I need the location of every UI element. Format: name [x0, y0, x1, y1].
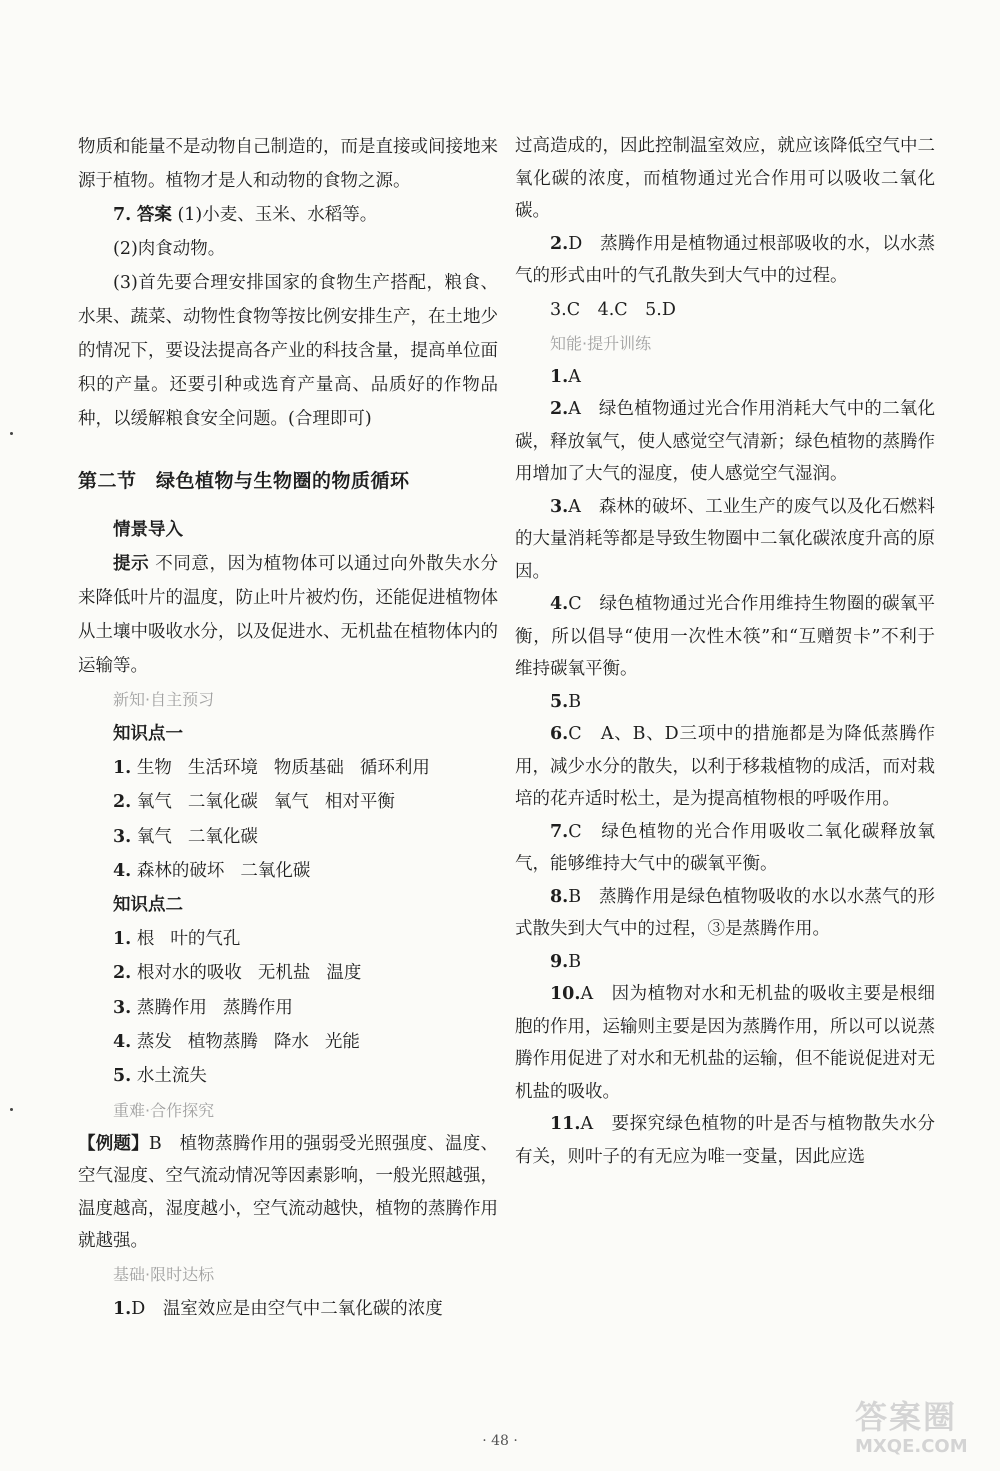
ability-answer-choice: A [568, 399, 581, 419]
ability-answer-number: 6. [550, 724, 569, 744]
ability-answer [515, 946, 935, 979]
knowledge-point-1-list [78, 751, 498, 888]
margin-mark [10, 432, 13, 435]
ability-answer-text: 绿色植物的光合作用吸收二氧化碳释放氧气，能够维持大气中的碳氧平衡。 [515, 821, 936, 874]
ability-answer-text: 蒸腾作用是绿色植物吸收的水以水蒸气的形式散失到大气中的过程，③是蒸腾作用。 [515, 886, 936, 939]
ability-answer-number: 2. [550, 399, 569, 419]
intro-paragraph: 物质和能量不是动物自己制造的，而是直接或间接地来源于植物。植物才是人和动物的食物之源。 [78, 137, 498, 191]
difficult-heading: 重难·合作探究 [113, 1100, 215, 1120]
knowledge-point-2-heading: 知识点二 [113, 895, 183, 916]
basic-answer-2 [515, 228, 935, 293]
ability-answer-choice: C [568, 594, 582, 614]
knowledge-point-number: 3. [113, 826, 132, 847]
watermark-logo [855, 1392, 995, 1470]
ability-answer-choice: A [568, 496, 581, 517]
basic-answers-3-5: 3.C 4.C 5.D [550, 299, 676, 320]
ability-answer-number: 8. [550, 886, 569, 907]
knowledge-point-term: 氧气 [273, 792, 309, 813]
knowledge-point-term: 蒸发 [136, 1032, 172, 1053]
answer-7-part3: (3)首先要合理安排国家的食物生产搭配，粮食、水果、蔬菜、动物性食物等按比例安排生产，在土地少的情况下，要设法提高各产业的科技含量，提高单位面积的产量。还要引种或选育产量高、品质好的作物品种，以缓解粮食安全问题。(合理即可) [78, 273, 498, 429]
basic-answer-2-text: 蒸腾作用是植物通过根部吸收的水，以水蒸气的形式由叶的气孔散失到大气中的过程。 [515, 233, 936, 286]
knowledge-point-number: 4. [113, 860, 132, 881]
ability-answer-choice: A [580, 1114, 594, 1134]
left-column [78, 130, 498, 1326]
ability-answer [515, 978, 935, 1108]
basic-answer-1 [78, 1292, 498, 1326]
ability-answer-choice: B [568, 951, 582, 972]
knowledge-point-number: 3. [113, 997, 132, 1018]
knowledge-point-term: 降水 [273, 1032, 309, 1053]
knowledge-point-term: 生活环境 [187, 758, 258, 778]
ability-answer [515, 816, 935, 881]
answer-7-part2: (2)肉食动物。 [113, 239, 226, 259]
knowledge-point-term: 森林的破坏 [136, 860, 225, 881]
knowledge-point-term: 氧气 [136, 826, 172, 847]
answer-7-label [78, 198, 498, 232]
answer-7-keyword: 答案 [136, 205, 172, 225]
hint-paragraph [78, 547, 498, 683]
ability-heading: 知能·提升训练 [550, 333, 652, 353]
ability-answer [515, 393, 935, 491]
ability-answer-number: 3. [550, 496, 569, 517]
basic-heading: 基础·限时达标 [113, 1264, 215, 1284]
knowledge-point-term: 二氧化碳 [240, 860, 311, 881]
knowledge-point-line [78, 751, 498, 785]
hint-text: 不同意，因为植物体可以通过向外散失水分来降低叶片的温度，防止叶片被灼伤，还能促进植物体从土壤中吸收水分，以及促进水、无机盐在植物体内的运输等。 [78, 554, 498, 676]
basic-answer-1-choice: D [131, 1298, 146, 1319]
section-title: 第二节 绿色植物与生物圈的物质循环 [78, 470, 410, 492]
basic-answer-2-number: 2. [550, 233, 569, 254]
basic-answer-1-number: 1. [113, 1298, 132, 1319]
right-column [515, 130, 935, 1173]
knowledge-point-line [78, 785, 498, 819]
knowledge-point-term: 蒸腾作用 [222, 997, 293, 1018]
ability-answer-text: 因为植物对水和无机盐的吸收主要是根细胞的作用，运输则主要是因为蒸腾作用，所以可以说蒸腾作用促进了对水和无机盐的运输，但不能说促进对无机盐的吸收。 [515, 984, 936, 1102]
knowledge-point-line [78, 922, 498, 956]
ability-answer-choice: C [568, 821, 582, 842]
knowledge-point-1-heading: 知识点一 [113, 724, 183, 744]
knowledge-point-term: 无机盐 [257, 963, 311, 984]
knowledge-point-term: 生物 [136, 758, 172, 778]
ability-answer-text: 森林的破坏、工业生产的废气以及化石燃料的大量消耗等都是导致生物圈中二氧化碳浓度升高的原因。 [515, 496, 936, 582]
basic-answer-2-choice: D [568, 233, 583, 254]
knowledge-point-line [78, 1025, 498, 1059]
knowledge-point-line [78, 1059, 498, 1093]
example-answer: B [148, 1133, 162, 1154]
ability-answer-text: A、B、D三项中的措施都是为降低蒸腾作用，减少水分的散失，以利于移栽植物的成活，而对栽培的花卉适时松土，是为提高植物根的呼吸作用。 [515, 724, 936, 809]
ability-answer-list [515, 361, 935, 1174]
ability-answer-number: 1. [550, 366, 569, 387]
ability-answer-choice: A [568, 366, 581, 387]
ability-answer-choice: B [568, 886, 582, 907]
knowledge-point-term: 物质基础 [273, 758, 344, 778]
knowledge-point-term: 光能 [324, 1032, 360, 1053]
knowledge-point-term: 叶的气孔 [170, 929, 241, 950]
knowledge-point-number: 1. [113, 758, 132, 778]
knowledge-point-term: 植物蒸腾 [187, 1032, 258, 1053]
watermark-text: 答案圈 [855, 1398, 958, 1436]
ability-answer-text: 要探究绿色植物的叶是否与植物散失水分有关，则叶子的有无应为唯一变量，因此应选 [515, 1114, 936, 1167]
ability-answer [515, 881, 935, 946]
page-number: · 48 · [482, 1433, 518, 1449]
ability-answer-number: 11. [550, 1114, 581, 1134]
ability-answer [515, 361, 935, 394]
knowledge-point-term: 蒸腾作用 [136, 997, 207, 1018]
knowledge-point-number: 5. [113, 1066, 132, 1087]
knowledge-point-term: 二氧化碳 [187, 826, 258, 847]
ability-answer [515, 718, 935, 816]
ability-answer [515, 491, 935, 589]
knowledge-point-term: 相对平衡 [324, 792, 395, 813]
ability-answer-number: 5. [550, 691, 569, 712]
knowledge-point-number: 1. [113, 929, 132, 950]
ability-answer-number: 7. [550, 821, 569, 842]
knowledge-point-term: 温度 [326, 963, 362, 984]
ability-answer-choice: C [568, 724, 582, 744]
knowledge-point-number: 4. [113, 1032, 132, 1053]
basic-answer-1-text: 温室效应是由空气中二氧化碳的浓度 [162, 1298, 443, 1319]
watermark-url: MXQE.COM [855, 1436, 968, 1457]
example-label: 【例题】 [78, 1133, 149, 1154]
knowledge-point-term: 水土流失 [136, 1066, 207, 1087]
ability-answer-text: 绿色植物通过光合作用维持生物圈的碳氧平衡，所以倡导“使用一次性木筷”和“互赠贺卡”不利于维持碳氧平衡。 [515, 594, 936, 679]
ability-answer-number: 9. [550, 951, 569, 972]
knowledge-point-term: 根 [136, 929, 155, 950]
ability-answer [515, 686, 935, 719]
continued-paragraph: 过高造成的，因此控制温室效应，就应该降低空气中二氧化碳的浓度，而植物通过光合作用可以吸收二氧化碳。 [515, 136, 935, 221]
knowledge-point-line [78, 956, 498, 990]
knowledge-point-number: 2. [113, 963, 132, 984]
knowledge-point-term: 根对水的吸收 [136, 963, 242, 984]
knowledge-point-2-list [78, 922, 498, 1093]
ability-answer-choice: A [580, 984, 594, 1004]
margin-mark [10, 1108, 13, 1111]
new-knowledge-heading: 新知·自主预习 [113, 690, 215, 709]
knowledge-point-line [78, 820, 498, 854]
answer-7-number: 7. [113, 205, 132, 225]
answer-7-part1: (1)小麦、玉米、水稻等。 [177, 205, 378, 225]
knowledge-point-line [78, 991, 498, 1025]
ability-answer-choice: B [568, 691, 582, 712]
example-text: 植物蒸腾作用的强弱受光照强度、温度、空气湿度、空气流动情况等因素影响，一般光照越强，温度越高，湿度越小，空气流动越快，植物的蒸腾作用就越强。 [78, 1133, 499, 1252]
scene-heading: 情景导入 [113, 520, 183, 540]
ability-answer [515, 1108, 935, 1173]
ability-answer-number: 4. [550, 594, 569, 614]
knowledge-point-term: 循环利用 [359, 758, 430, 778]
hint-label: 提示 [113, 554, 150, 574]
knowledge-point-line [78, 854, 498, 888]
example-paragraph [78, 1128, 498, 1258]
knowledge-point-number: 2. [113, 792, 132, 813]
knowledge-point-term: 二氧化碳 [187, 792, 258, 813]
ability-answer-text: 绿色植物通过光合作用消耗大气中的二氧化碳，释放氧气，使人感觉空气清新；绿色植物的蒸腾作用增加了大气的湿度，使人感觉空气湿润。 [515, 399, 936, 484]
knowledge-point-term: 氧气 [136, 792, 172, 813]
ability-answer-number: 10. [550, 984, 581, 1004]
ability-answer [515, 588, 935, 686]
